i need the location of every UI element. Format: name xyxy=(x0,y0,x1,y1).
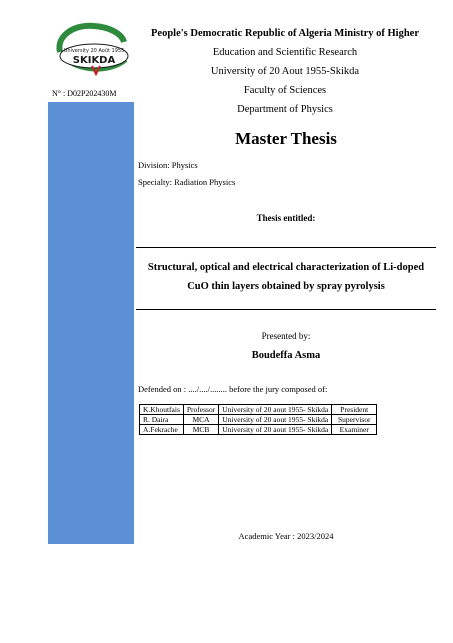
jury-table xyxy=(139,404,377,435)
thesis-title-line-1: Structural, optical and electrical characterization of Li-doped xyxy=(147,262,425,273)
document-number: N° : D02P202430M xyxy=(52,89,117,98)
thesis-title xyxy=(136,258,436,296)
table-row xyxy=(140,405,377,415)
jury-role: Supervisor xyxy=(332,415,377,425)
specialty-label: Specialty: Radiation Physics xyxy=(138,177,236,187)
jury-name: K.Khoutfais xyxy=(140,405,184,415)
division-label: Division: Physics xyxy=(138,160,198,170)
thesis-title-line-2: CuO thin layers obtained by spray pyrolysis xyxy=(187,281,385,292)
divider-top xyxy=(136,247,436,248)
header-ministry-cont: Education and Scientific Research xyxy=(212,47,358,58)
jury-name: A.Fekrache xyxy=(140,425,184,435)
header-ministry: People's Democratic Republic of Algeria Ministry of Higher xyxy=(151,28,419,39)
header-university: University of 20 Aout 1955-Skikda xyxy=(210,66,360,77)
header-department: Department of Physics xyxy=(237,104,333,115)
jury-role: President xyxy=(332,405,377,415)
defense-date-line: Defended on : ..../..../........ before the jury composed of: xyxy=(138,384,328,394)
jury-rank: Professor xyxy=(183,405,218,415)
table-row xyxy=(140,425,377,435)
jury-role: Examiner xyxy=(332,425,377,435)
document-title: Master Thesis xyxy=(235,129,337,148)
header-faculty: Faculty of Sciences xyxy=(243,85,327,96)
logo-main-text: SKIKDA xyxy=(72,55,116,66)
table-row xyxy=(140,415,377,425)
academic-year: Academic Year : 2023/2024 xyxy=(238,531,334,541)
jury-name: R. Daira xyxy=(140,415,184,425)
university-logo xyxy=(52,22,134,78)
jury-rank: MCA xyxy=(183,415,218,425)
logo-top-text: University 20 Août 1955 xyxy=(63,48,125,54)
institution-header xyxy=(140,24,430,119)
divider-bottom xyxy=(136,309,436,310)
presented-by-label: Presented by: xyxy=(261,331,311,341)
author-name: Boudeffa Asma xyxy=(251,350,321,361)
decorative-sidebar-bar xyxy=(48,102,134,544)
jury-institution: University of 20 aout 1955- Skikda xyxy=(219,415,332,425)
thesis-entitled-label: Thesis entitled: xyxy=(256,213,316,223)
jury-rank: MCB xyxy=(183,425,218,435)
jury-institution: University of 20 aout 1955- Skikda xyxy=(219,405,332,415)
jury-institution: University of 20 aout 1955- Skikda xyxy=(219,425,332,435)
